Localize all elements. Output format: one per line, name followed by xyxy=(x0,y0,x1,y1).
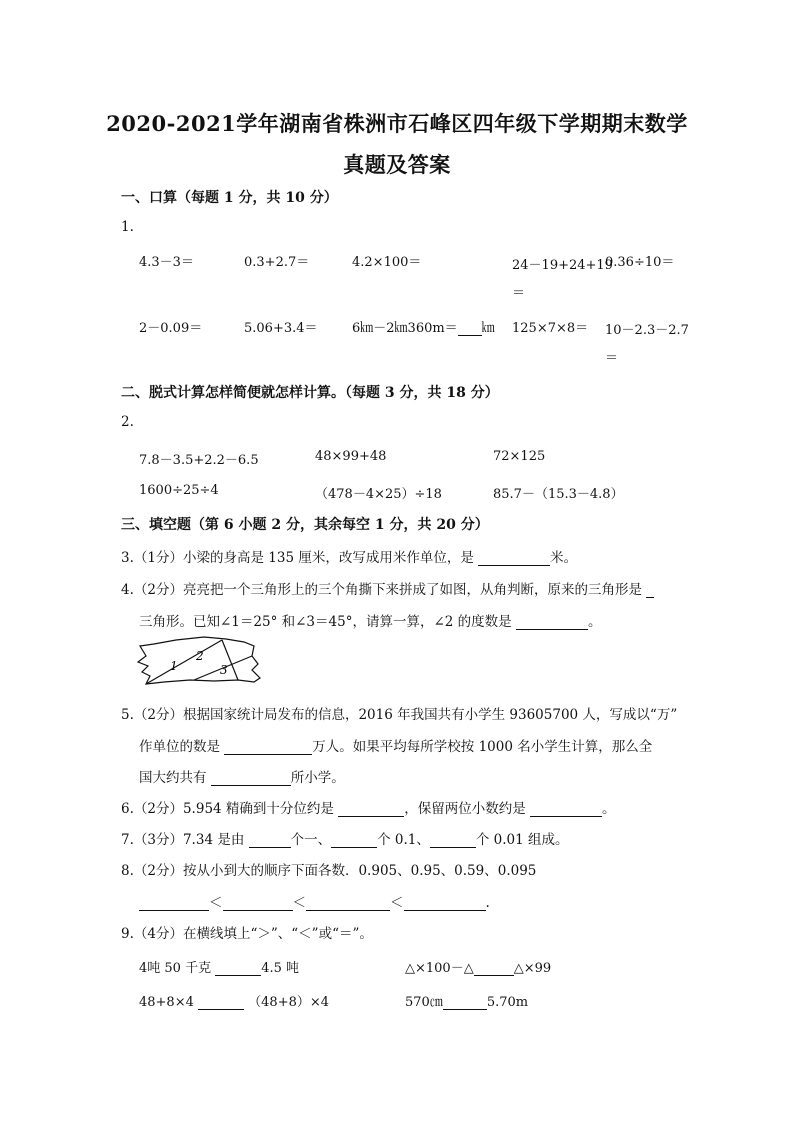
section3-heading: 三、填空题（第 6 小题 2 分，其余每空 1 分，共 20 分） xyxy=(121,517,489,533)
question-4 xyxy=(121,578,654,598)
calc-item: 48×99+48 xyxy=(315,449,387,464)
question-8: 8.（2分）按从小到大的顺序下面各数．0.905、0.95、0.59、0.095 xyxy=(121,863,537,879)
mental-item-text: 6㎞－2㎞360m＝ xyxy=(352,321,458,336)
answer-blank[interactable] xyxy=(215,961,261,976)
less-than-sign: ＜ xyxy=(292,895,306,911)
compare-right: （48+8）×4 xyxy=(248,995,330,1010)
calc-item: （478－4×25）÷18 xyxy=(315,487,442,502)
calc-item: 7.8－3.5+2.2－6.5 xyxy=(139,453,259,468)
compare-item xyxy=(139,957,299,976)
question-text: 4.（2分）亮亮把一个三角形上的三个角撕下来拼成了如图，从角判断，原来的三角形是 xyxy=(121,582,642,598)
mental-item: 4.2×100＝ xyxy=(352,255,422,270)
answer-blank[interactable] xyxy=(331,833,377,848)
question-text: 米。 xyxy=(550,550,578,566)
answer-blank[interactable] xyxy=(474,961,514,976)
answer-blank[interactable] xyxy=(249,833,291,848)
answer-blank[interactable] xyxy=(516,615,588,630)
question-text: ，保留两位小数约是 xyxy=(404,801,526,817)
question-8-blanks xyxy=(139,891,490,911)
calc-item: 1600÷25÷4 xyxy=(139,483,219,498)
question-5: 5.（2分）根据国家统计局发布的信息，2016 年我国共有小学生 93605700 人，写成以“万” xyxy=(121,707,678,723)
section1-heading: 一、口算（每题 1 分，共 10 分） xyxy=(121,190,338,206)
answer-blank[interactable] xyxy=(306,896,390,911)
question-text: 7.（3分）7.34 是由 xyxy=(121,832,245,848)
period: . xyxy=(485,895,490,911)
answer-blank[interactable] xyxy=(338,802,404,817)
question-text: 国大约共有 xyxy=(139,770,207,786)
question-6 xyxy=(121,797,616,817)
question-number-1: 1. xyxy=(121,219,134,235)
answer-blank[interactable] xyxy=(198,995,244,1010)
compare-item xyxy=(405,991,528,1010)
answer-blank[interactable] xyxy=(404,896,486,911)
mental-item-equals: ＝ xyxy=(512,286,526,301)
question-text: 。 xyxy=(602,801,616,817)
figure-line-left xyxy=(146,640,222,684)
answer-blank[interactable] xyxy=(443,995,487,1010)
calc-item: 85.7－（15.3－4.8） xyxy=(493,487,624,502)
unit-km: ㎞ xyxy=(481,321,495,336)
angle-label-2: 2 xyxy=(196,649,204,663)
answer-blank[interactable] xyxy=(430,833,476,848)
compare-item xyxy=(405,957,551,976)
question-text: 。 xyxy=(587,614,602,630)
question-text: 个一、 xyxy=(290,832,332,848)
torn-angles-figure xyxy=(134,634,266,692)
compare-left: △×100－△ xyxy=(405,961,474,976)
mental-item: 24－19+24+19 xyxy=(512,258,613,273)
calc-item: 72×125 xyxy=(493,449,546,464)
mental-item: 0.3+2.7＝ xyxy=(244,255,310,270)
question-9: 9.（4分）在横线填上“＞”、“＜”或“＝”。 xyxy=(121,926,373,942)
less-than-sign: ＜ xyxy=(209,895,223,911)
mental-item: 2－0.09＝ xyxy=(139,321,203,336)
mental-item-equals: ＝ xyxy=(605,351,619,366)
compare-right: 4.5 吨 xyxy=(261,961,300,976)
compare-left: 48+8×4 xyxy=(139,995,194,1010)
title-line-1: 2020-2021学年湖南省株洲市石峰区四年级下学期期末数学 xyxy=(106,111,688,136)
question-5-continued xyxy=(139,766,345,786)
question-text: 个 0.1、 xyxy=(377,832,430,848)
mental-item: 10－2.3－2.7 xyxy=(605,323,689,338)
answer-blank[interactable] xyxy=(458,321,482,336)
compare-right: △×99 xyxy=(513,961,552,976)
mental-item xyxy=(352,317,495,336)
question-text: 6.（2分）5.954 精确到十分位约是 xyxy=(121,801,334,817)
compare-left: 4吨 50 千克 xyxy=(139,961,212,976)
angle-label-1: 1 xyxy=(170,659,178,673)
question-4-continued xyxy=(139,610,601,630)
question-text: 3.（1分）小梁的身高是 135 厘米，改写成用米作单位，是 xyxy=(121,550,474,566)
answer-blank[interactable] xyxy=(478,551,550,566)
mental-item: 5.06+3.4＝ xyxy=(244,321,318,336)
mental-item: 125×7×8＝ xyxy=(512,321,589,336)
question-3 xyxy=(121,546,577,566)
answer-blank[interactable] xyxy=(530,802,602,817)
question-7 xyxy=(121,828,569,848)
answer-blank[interactable] xyxy=(223,896,293,911)
compare-item xyxy=(139,991,329,1010)
mental-item: 4.3－3＝ xyxy=(139,255,194,270)
mental-item: 0.36÷10＝ xyxy=(605,255,675,270)
title-line-2: 真题及答案 xyxy=(343,152,451,177)
compare-right: 5.70m xyxy=(486,995,529,1010)
question-text: 所小学。 xyxy=(290,770,345,786)
question-text: 作单位的数是 xyxy=(139,739,220,755)
question-text: 个 0.01 组成。 xyxy=(475,832,569,848)
answer-blank[interactable] xyxy=(139,896,209,911)
compare-left: 570㎝ xyxy=(405,995,443,1010)
question-text: 三角形。已知∠1＝25° 和∠3＝45°，请算一算，∠2 的度数是 xyxy=(139,614,512,630)
angle-label-3: 3 xyxy=(220,663,228,677)
less-than-sign: ＜ xyxy=(390,895,404,911)
question-5-continued xyxy=(139,735,652,755)
answer-blank[interactable] xyxy=(646,583,654,598)
question-number-2: 2. xyxy=(121,414,134,430)
section2-heading: 二、脱式计算怎样简便就怎样计算。（每题 3 分，共 18 分） xyxy=(121,385,499,401)
answer-blank[interactable] xyxy=(224,740,312,755)
question-text: 万人。如果平均每所学校按 1000 名小学生计算，那么全 xyxy=(312,739,653,755)
answer-blank[interactable] xyxy=(211,771,291,786)
